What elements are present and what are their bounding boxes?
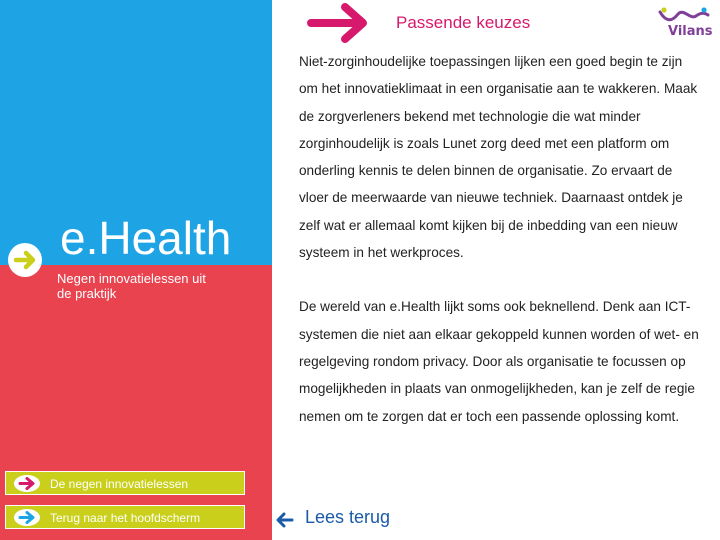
paragraph-1: Niet-zorginhoudelijke toepassingen lijken een goed begin te zijn om het innovatieklimaat in een organisatie aan te wakkeren. Maak de zorgverleners bekend met technologie die wat minder zorginhoudelijk is zoals Lunet zorg deed met een platform om onderling kennis te delen binnen de organisatie. Zo ervaart de vloer de meerwaarde van nieuwe techniek. Daarnaast ontdek je zelf wat er allemaal komt kijken bij de inbedding van een nieuw systeem in het werkproces. [299,54,698,261]
section-subtitle: Negen innovatielessen uit de praktijk [57,271,206,301]
lessons-button[interactable] [5,471,245,495]
arrow-right-icon [14,509,40,526]
paragraph-2: De wereld van e.Health lijkt soms ook beknellend. Denk aan ICT-systemen die niet aan elkaar gekoppeld kunnen worden of wet- en regelgeving rondom privacy. Door als organisatie te focussen op mogelijkheden in plaats van onmogelijkheden, kan je zelf de regie nemen om te zorgen dat er toch een passende oplossing komt. [299,299,699,424]
logo-text: Vilans [668,24,713,39]
section-title: e.Health [60,212,232,264]
arrow-right-icon [305,2,375,44]
body-text [299,48,704,430]
left-panel-red [0,265,272,540]
home-button[interactable] [5,505,245,529]
read-back-label: Lees terug [305,507,391,527]
lime-arrow-icon [8,243,42,277]
arrow-right-icon [14,475,40,492]
page-title: Passende keuzes [396,13,531,32]
home-button-label: Terug naar het hoofdscherm [50,511,201,525]
lessons-button-label: De negen innovatielessen [50,477,189,491]
arrow-left-icon [275,512,295,528]
read-back-link[interactable] [275,506,405,532]
